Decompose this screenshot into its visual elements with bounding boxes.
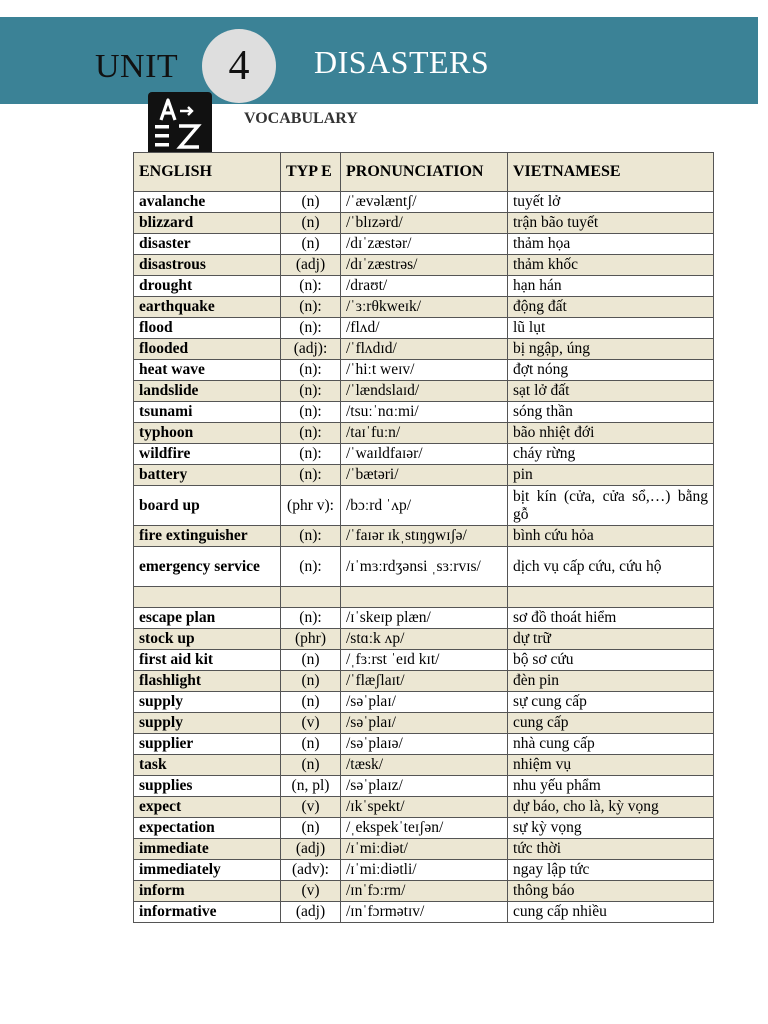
vietnamese-cell: nhà cung cấp — [508, 734, 714, 755]
english-cell: supplies — [134, 776, 281, 797]
table-row — [134, 818, 714, 839]
table-row — [134, 797, 714, 818]
type-cell: (n): — [281, 608, 341, 629]
table-row — [134, 881, 714, 902]
english-cell: battery — [134, 465, 281, 486]
pronunciation-cell: /draʊt/ — [341, 276, 508, 297]
pronunciation-cell: /ˌfɜːrst ˈeɪd kɪt/ — [341, 650, 508, 671]
vietnamese-cell: bình cứu hỏa — [508, 526, 714, 547]
type-cell: (n, pl) — [281, 776, 341, 797]
pronunciation-cell: /tsuːˈnɑːmi/ — [341, 402, 508, 423]
english-cell: blizzard — [134, 213, 281, 234]
type-cell: (adj) — [281, 902, 341, 923]
table-row — [134, 318, 714, 339]
vietnamese-cell: hạn hán — [508, 276, 714, 297]
pronunciation-cell: /ˈbætəri/ — [341, 465, 508, 486]
pronunciation-cell: /tæsk/ — [341, 755, 508, 776]
vocabulary-table — [133, 152, 714, 923]
table-row — [134, 713, 714, 734]
unit-title: DISASTERS — [314, 44, 490, 80]
english-cell: tsunami — [134, 402, 281, 423]
english-cell: heat wave — [134, 360, 281, 381]
table-row — [134, 839, 714, 860]
english-cell: task — [134, 755, 281, 776]
english-cell — [134, 587, 281, 608]
pronunciation-cell: /ˌekspekˈteɪʃən/ — [341, 818, 508, 839]
type-cell: (n) — [281, 818, 341, 839]
pronunciation-cell: /flʌd/ — [341, 318, 508, 339]
english-cell: typhoon — [134, 423, 281, 444]
table-row — [134, 444, 714, 465]
pronunciation-cell: /ɪˈmiːdiət/ — [341, 839, 508, 860]
type-cell: (n) — [281, 734, 341, 755]
pronunciation-cell: /dɪˈzæstər/ — [341, 234, 508, 255]
vietnamese-cell: dịch vụ cấp cứu, cứu hộ — [508, 547, 714, 587]
vietnamese-cell: nhiệm vụ — [508, 755, 714, 776]
english-cell: informative — [134, 902, 281, 923]
vietnamese-cell: trận bão tuyết — [508, 213, 714, 234]
type-cell: (adv): — [281, 860, 341, 881]
type-cell: (n) — [281, 650, 341, 671]
english-cell: disaster — [134, 234, 281, 255]
english-cell: supply — [134, 713, 281, 734]
unit-number-badge: 4 — [202, 29, 276, 103]
vietnamese-cell: bịt kín (cửa, cửa sổ,…) bằng gỗ — [508, 486, 714, 526]
type-cell: (n): — [281, 547, 341, 587]
english-cell: flooded — [134, 339, 281, 360]
english-cell: inform — [134, 881, 281, 902]
pronunciation-cell: /dɪˈzæstrəs/ — [341, 255, 508, 276]
vietnamese-cell — [508, 587, 714, 608]
english-cell: flashlight — [134, 671, 281, 692]
pronunciation-cell: /bɔːrd ˈʌp/ — [341, 486, 508, 526]
column-header-pronunciation: PRONUNCIATION — [341, 153, 508, 192]
vietnamese-cell: tuyết lở — [508, 192, 714, 213]
section-heading: VOCABULARY — [244, 110, 358, 127]
type-cell: (n) — [281, 234, 341, 255]
english-cell: expect — [134, 797, 281, 818]
english-cell: fire extinguisher — [134, 526, 281, 547]
english-cell: first aid kit — [134, 650, 281, 671]
vietnamese-cell: thảm họa — [508, 234, 714, 255]
table-row — [134, 276, 714, 297]
type-cell: (n): — [281, 297, 341, 318]
table-row — [134, 234, 714, 255]
pronunciation-cell: /səˈplaɪ/ — [341, 692, 508, 713]
vietnamese-cell: dự báo, cho là, kỳ vọng — [508, 797, 714, 818]
vietnamese-cell: bộ sơ cứu — [508, 650, 714, 671]
vietnamese-cell: động đất — [508, 297, 714, 318]
table-row — [134, 360, 714, 381]
pronunciation-cell: /ˈwaɪldfaɪər/ — [341, 444, 508, 465]
table-row — [134, 776, 714, 797]
column-header-type: TYP E — [281, 153, 341, 192]
column-header-english: ENGLISH — [134, 153, 281, 192]
unit-label: UNIT — [95, 48, 179, 85]
type-cell: (n) — [281, 213, 341, 234]
vietnamese-cell: nhu yếu phẩm — [508, 776, 714, 797]
english-cell: drought — [134, 276, 281, 297]
pronunciation-cell: /ɪˈmɜːrdʒənsi ˌsɜːrvɪs/ — [341, 547, 508, 587]
vietnamese-cell: lũ lụt — [508, 318, 714, 339]
vietnamese-cell: sơ đồ thoát hiểm — [508, 608, 714, 629]
vietnamese-cell: cháy rừng — [508, 444, 714, 465]
vietnamese-cell: sự cung cấp — [508, 692, 714, 713]
table-row — [134, 860, 714, 881]
vietnamese-cell: bão nhiệt đới — [508, 423, 714, 444]
vietnamese-cell: tức thời — [508, 839, 714, 860]
vietnamese-cell: pin — [508, 465, 714, 486]
type-cell: (n) — [281, 755, 341, 776]
vietnamese-cell: thảm khốc — [508, 255, 714, 276]
table-row — [134, 381, 714, 402]
pronunciation-cell: /ˈhiːt weɪv/ — [341, 360, 508, 381]
english-cell: immediate — [134, 839, 281, 860]
table-row — [134, 465, 714, 486]
pronunciation-cell: /ɪˈmiːdiətli/ — [341, 860, 508, 881]
type-cell: (n): — [281, 423, 341, 444]
type-cell: (n): — [281, 276, 341, 297]
table-header-row — [134, 153, 714, 192]
vietnamese-cell: cung cấp nhiều — [508, 902, 714, 923]
table-row — [134, 402, 714, 423]
type-cell: (n): — [281, 402, 341, 423]
pronunciation-cell: /taɪˈfuːn/ — [341, 423, 508, 444]
type-cell: (phr v): — [281, 486, 341, 526]
english-cell: landslide — [134, 381, 281, 402]
table-row — [134, 213, 714, 234]
type-cell: (n) — [281, 671, 341, 692]
pronunciation-cell: /ˈfaɪər ɪkˌstɪŋɡwɪʃə/ — [341, 526, 508, 547]
table-row — [134, 629, 714, 650]
pronunciation-cell: /ɪkˈspekt/ — [341, 797, 508, 818]
english-cell: board up — [134, 486, 281, 526]
pronunciation-cell: /ɪnˈfɔːrm/ — [341, 881, 508, 902]
vietnamese-cell: sự kỳ vọng — [508, 818, 714, 839]
english-cell: expectation — [134, 818, 281, 839]
english-cell: supplier — [134, 734, 281, 755]
vietnamese-cell: đèn pin — [508, 671, 714, 692]
type-cell: (phr) — [281, 629, 341, 650]
type-cell: (n): — [281, 526, 341, 547]
type-cell: (n) — [281, 692, 341, 713]
table-row — [134, 608, 714, 629]
type-cell: (v) — [281, 881, 341, 902]
pronunciation-cell: /stɑːk ʌp/ — [341, 629, 508, 650]
table-row — [134, 902, 714, 923]
table-row — [134, 587, 714, 608]
table-row — [134, 423, 714, 444]
type-cell: (adj) — [281, 255, 341, 276]
pronunciation-cell: /ˈflæʃlaɪt/ — [341, 671, 508, 692]
table-row — [134, 692, 714, 713]
english-cell: emergency service — [134, 547, 281, 587]
pronunciation-cell: /ˈævəlæntʃ/ — [341, 192, 508, 213]
vietnamese-cell: cung cấp — [508, 713, 714, 734]
pronunciation-cell: /ɪnˈfɔrmətɪv/ — [341, 902, 508, 923]
table-row — [134, 486, 714, 526]
english-cell: stock up — [134, 629, 281, 650]
table-row — [134, 547, 714, 587]
type-cell: (n): — [281, 381, 341, 402]
english-cell: wildfire — [134, 444, 281, 465]
table-row — [134, 671, 714, 692]
pronunciation-cell: /ˈflʌdɪd/ — [341, 339, 508, 360]
pronunciation-cell: /ˈɜːrθkweɪk/ — [341, 297, 508, 318]
pronunciation-cell: /səˈplaɪə/ — [341, 734, 508, 755]
english-cell: avalanche — [134, 192, 281, 213]
table-row — [134, 650, 714, 671]
column-header-vietnamese: VIETNAMESE — [508, 153, 714, 192]
vietnamese-cell: ngay lập tức — [508, 860, 714, 881]
table-row — [134, 192, 714, 213]
type-cell: (n): — [281, 318, 341, 339]
table-row — [134, 526, 714, 547]
english-cell: disastrous — [134, 255, 281, 276]
vietnamese-cell: thông báo — [508, 881, 714, 902]
type-cell: (n): — [281, 360, 341, 381]
pronunciation-cell: /səˈplaɪ/ — [341, 713, 508, 734]
type-cell: (adj): — [281, 339, 341, 360]
type-cell: (v) — [281, 797, 341, 818]
type-cell: (adj) — [281, 839, 341, 860]
english-cell: immediately — [134, 860, 281, 881]
vietnamese-cell: dự trữ — [508, 629, 714, 650]
vietnamese-cell: đợt nóng — [508, 360, 714, 381]
vietnamese-cell: sóng thần — [508, 402, 714, 423]
english-cell: supply — [134, 692, 281, 713]
pronunciation-cell: /ˈlændslaɪd/ — [341, 381, 508, 402]
type-cell: (n): — [281, 465, 341, 486]
type-cell: (n): — [281, 444, 341, 465]
table-row — [134, 755, 714, 776]
table-row — [134, 339, 714, 360]
type-cell: (n) — [281, 192, 341, 213]
pronunciation-cell — [341, 587, 508, 608]
vietnamese-cell: bị ngập, úng — [508, 339, 714, 360]
type-cell: (v) — [281, 713, 341, 734]
pronunciation-cell: /səˈplaɪz/ — [341, 776, 508, 797]
table-row — [134, 734, 714, 755]
english-cell: escape plan — [134, 608, 281, 629]
vietnamese-cell: sạt lở đất — [508, 381, 714, 402]
english-cell: earthquake — [134, 297, 281, 318]
pronunciation-cell: /ɪˈskeɪp plæn/ — [341, 608, 508, 629]
table-row — [134, 297, 714, 318]
type-cell — [281, 587, 341, 608]
english-cell: flood — [134, 318, 281, 339]
table-row — [134, 255, 714, 276]
pronunciation-cell: /ˈblɪzərd/ — [341, 213, 508, 234]
